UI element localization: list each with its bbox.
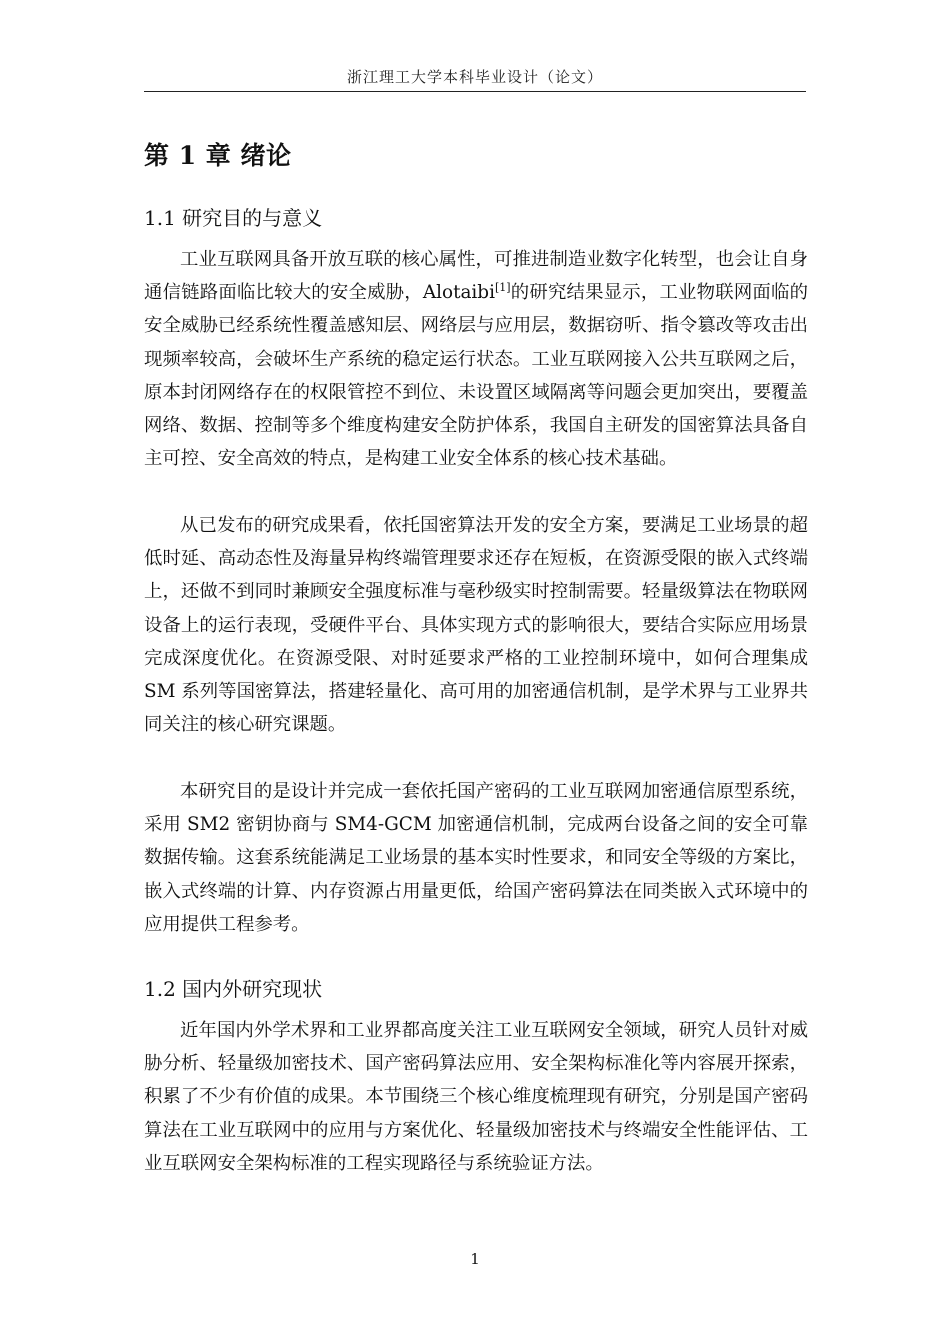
- chapter-title: 第 1 章 绪论: [144, 141, 292, 170]
- paragraph: [144, 243, 808, 475]
- section-title-1-1: 1.1 研究目的与意义: [144, 206, 323, 230]
- citation-marker[interactable]: [1]: [494, 281, 511, 295]
- paragraph-text: 的研究结果显示，工业物联网面临的安全威胁已经系统性覆盖感知层、网络层与应用层，数据窃听、指令篡改等攻击出现频率较高，会破坏生产系统的稳定运行状态。工业互联网接入公共互联网之后，原本封闭网络存在的权限管控不到位、未设置区域隔离等问题会更加突出，要覆盖网络、数据、控制等多个维度构建安全防护体系，我国自主研发的国密算法具备自主可控、安全高效的特点，是构建工业安全体系的核心技术基础。: [144, 282, 808, 470]
- header-rule: [144, 91, 806, 92]
- running-header: 浙江理工大学本科毕业设计（论文）: [346, 68, 603, 86]
- paragraph: 近年国内外学术界和工业界都高度关注工业互联网安全领域，研究人员针对威胁分析、轻量级加密技术、国产密码算法应用、安全架构标准化等内容展开探索，积累了不少有价值的成果。本节围绕三个核心维度梳理现有研究，分别是国产密码算法在工业互联网中的应用与方案优化、轻量级加密技术与终端安全性能评估、工业互联网安全架构标准的工程实现路径与系统验证方法。: [144, 1020, 808, 1174]
- section-title-1-2: 1.2 国内外研究现状: [144, 977, 323, 1001]
- page-number: 1: [470, 1250, 480, 1268]
- paragraph: 从已发布的研究成果看，依托国密算法开发的安全方案，要满足工业场景的超低时延、高动态性及海量异构终端管理要求还存在短板，在资源受限的嵌入式终端上，还做不到同时兼顾安全强度标准与毫秒级实时控制需要。轻量级算法在物联网设备上的运行表现，受硬件平台、具体实现方式的影响很大，要结合实际应用场景完成深度优化。在资源受限、对时延要求严格的工业控制环境中，如何合理集成 SM 系列等国密算法，搭建轻量化、高可用的加密通信机制，是学术界与工业界共同关注的核心研究课题。: [144, 515, 808, 736]
- paragraph-text: 工业互联网具备开放互联的核心属性，可推进制造业数字化转型，也会让自身通信链路面临比较大的安全威胁，Alotaibi: [144, 249, 808, 304]
- paragraph: 本研究目的是设计并完成一套依托国产密码的工业互联网加密通信原型系统，采用 SM2 密钥协商与 SM4-GCM 加密通信机制，完成两台设备之间的安全可靠数据传输。这套系统能满足工业场景的基本实时性要求，和同安全等级的方案比，嵌入式终端的计算、内存资源占用量更低，给国产密码算法在同类嵌入式环境中的应用提供工程参考。: [144, 781, 808, 935]
